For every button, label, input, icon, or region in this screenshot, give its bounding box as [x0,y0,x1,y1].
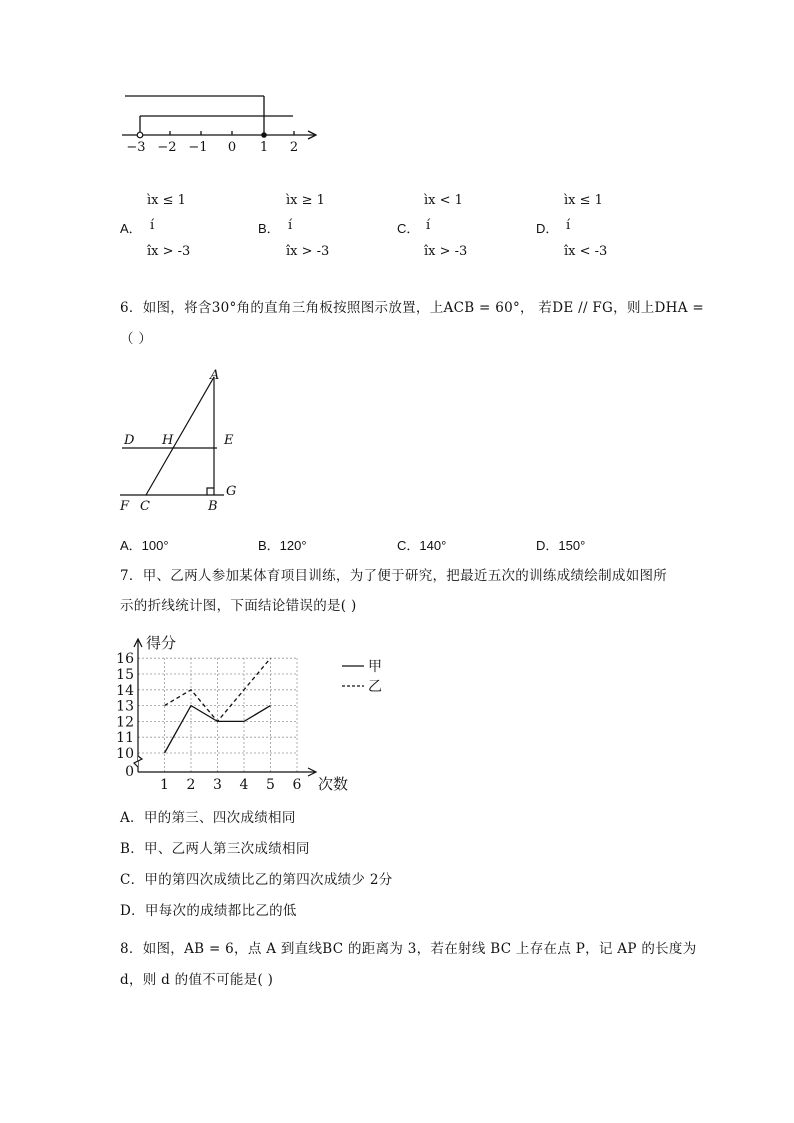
triangle-parallel-figure [112,362,252,517]
tick-label: −1 [188,140,208,155]
y-tick-label: 12 [116,714,134,731]
y-axis-break [134,756,142,767]
series-line-jia [165,706,271,753]
q7-stem-line2: 示的折线统计图，下面结论错误的是( ) [120,598,357,614]
option-b-letter[interactable]: B． [258,221,280,236]
y-tick-label: 11 [116,730,134,747]
option-b-top: ìx ≥ 1 [286,193,325,208]
option-c-bottom: îx > -3 [424,244,468,259]
q7-option-a[interactable]: A．甲的第三、四次成绩相同 [120,810,296,826]
q7-option-c[interactable]: C．甲的第四次成绩比乙的第四次成绩少 2分 [120,872,393,888]
q8-stem-line2: d，则 d 的值不可能是( ) [120,972,274,988]
legend-label-yi: 乙 [368,679,382,695]
label-b: B [208,499,218,514]
q6-stem-line2: （ ） [120,331,153,347]
label-g: G [226,484,237,499]
x-axis-label: 次数 [318,775,349,793]
y-tick-label: 16 [116,651,134,668]
y-tick-labels [116,651,134,780]
label-c: C [140,499,150,514]
q8-stem-line1: 8．如图，AB = 6，点 A 到直线BC 的距离为 3，若在射线 BC 上存在点 P，记 AP 的长度为 [120,941,697,957]
q6-stem-line1: 6．如图，将含30°角的直角三角板按照图示放置，上ACB = 60°， 若DE // FG，则上DHA = [120,300,704,316]
option-a-bottom: îx > -3 [147,244,191,259]
score-line-chart [110,628,400,798]
number-line-figure [110,88,330,158]
x-tick-label: 4 [239,777,249,793]
q6-option-a[interactable]: A．100° [120,538,169,553]
legend-label-jia: 甲 [368,659,382,675]
tick-label: 0 [227,140,237,155]
q7-stem-line1: 7．甲、乙两人参加某体育项目训练，为了便于研究，把最近五次的训练成绩绘制成如图所 [120,568,668,584]
q7-option-d[interactable]: D．甲每次的成绩都比乙的低 [120,903,297,919]
q6-option-d[interactable]: D．150° [536,538,586,553]
option-c-letter[interactable]: C． [397,221,420,236]
x-tick-label: 2 [186,777,196,793]
option-d-top: ìx ≤ 1 [564,193,603,208]
y-tick-label: 15 [116,667,134,683]
y-tick-label: 14 [116,682,134,699]
chart-legend [342,659,382,695]
option-d-letter[interactable]: D． [536,221,559,236]
tick-label: 2 [289,140,299,155]
option-a-letter[interactable]: A． [120,221,142,236]
x-tick-label: 5 [266,777,275,793]
label-f: F [120,499,130,514]
option-a-mid: í [150,218,155,233]
label-a: A [210,368,220,383]
x-tick-label: 6 [292,777,302,793]
y-tick-label: 13 [116,698,134,715]
open-point-minus3 [137,132,143,138]
chart-grid [138,658,297,772]
option-d-bottom: îx < -3 [564,244,608,259]
q6-option-c[interactable]: C．140° [397,538,447,553]
x-tick-labels [160,777,302,793]
x-tick-label: 1 [160,777,169,793]
tick-label: 1 [259,140,269,155]
y-axis-label: 得分 [146,634,177,652]
q6-option-b[interactable]: B．120° [258,538,307,553]
chart-axes [134,639,316,776]
option-b-bottom: îx > -3 [286,244,330,259]
closed-point-1 [261,132,267,138]
y-tick-label: 0 [125,764,134,780]
x-tick-label: 3 [213,777,222,793]
option-d-mid: í [566,218,571,233]
label-h: H [162,433,174,448]
label-d: D [124,433,135,448]
y-tick-label: 10 [116,746,134,762]
option-b-mid: í [288,218,293,233]
tick-label: −3 [126,140,146,155]
label-e: E [224,433,234,448]
tick-label: −2 [157,140,177,155]
option-c-mid: í [426,218,431,233]
q7-option-b[interactable]: B．甲、乙两人第三次成绩相同 [120,841,310,857]
option-a-top: ìx ≤ 1 [147,193,186,208]
option-c-top: ìx < 1 [424,193,463,208]
